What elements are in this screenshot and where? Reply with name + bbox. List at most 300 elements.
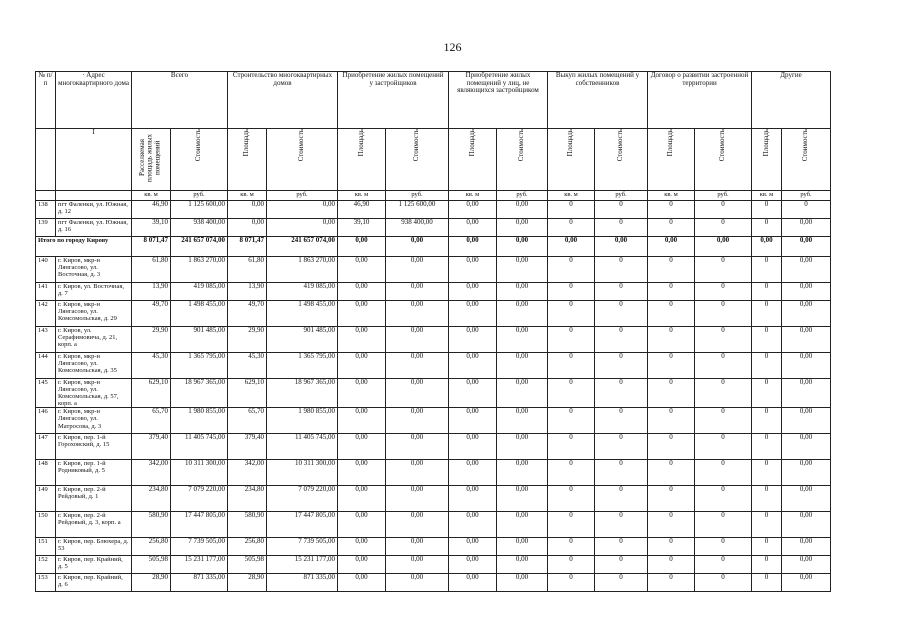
table-cell: 0 — [595, 256, 648, 282]
unit-area: кв. м — [648, 190, 695, 200]
table-cell: 0 — [752, 512, 782, 538]
table-cell: 629,10 — [228, 378, 267, 408]
table-cell: 0 — [648, 218, 695, 236]
rows-after-total — [36, 256, 831, 592]
unit-cost: руб. — [782, 190, 831, 200]
table-cell: 0 — [595, 538, 648, 556]
table-cell: 0 — [695, 408, 752, 434]
table-cell: 0,00 — [497, 512, 548, 538]
table-cell: 0,00 — [449, 408, 497, 434]
table-cell: 45,30 — [132, 352, 171, 378]
table-cell: 46,90 — [338, 200, 386, 218]
table-cell: 0 — [695, 326, 752, 352]
table-row — [36, 300, 831, 326]
row-address: г. Киров, пер. Блюхера, д. 53 — [56, 538, 132, 556]
table-row — [36, 408, 831, 434]
table-cell: 0 — [595, 574, 648, 592]
table-cell: 342,00 — [132, 460, 171, 486]
table-cell: 1 863 270,00 — [267, 256, 338, 282]
table-cell: 0,00 — [449, 282, 497, 300]
table-cell: 0 — [752, 300, 782, 326]
table-cell: 0 — [548, 408, 595, 434]
table-cell: 0,00 — [338, 486, 386, 512]
table-cell: 0 — [752, 574, 782, 592]
table-cell: 0 — [695, 434, 752, 460]
table-cell: 17 447 805,00 — [267, 512, 338, 538]
table-cell: 234,80 — [132, 486, 171, 512]
header-number: № п/п — [36, 72, 56, 129]
total-cell: 241 657 074,00 — [171, 236, 228, 256]
table-row — [36, 256, 831, 282]
table-cell: 0 — [548, 256, 595, 282]
row-address: г. Киров, ул. Серафимовича, д. 21, корп. а — [56, 326, 132, 352]
table-cell: 0 — [548, 300, 595, 326]
table-cell: 0,00 — [338, 282, 386, 300]
table-cell: 0,00 — [228, 218, 267, 236]
table-cell: 0 — [752, 460, 782, 486]
row-number: 150 — [36, 512, 56, 538]
row-number: 149 — [36, 486, 56, 512]
table-cell: 0 — [595, 460, 648, 486]
table-cell: 871 335,00 — [267, 574, 338, 592]
units-row — [36, 190, 831, 200]
table-cell: 0 — [595, 434, 648, 460]
table-cell: 0,00 — [449, 538, 497, 556]
table-cell: 0 — [648, 282, 695, 300]
table-cell: 7 079 220,00 — [171, 486, 228, 512]
total-cell: 0,00 — [497, 236, 548, 256]
table-cell: 0,00 — [782, 512, 831, 538]
table-cell: 0,00 — [497, 256, 548, 282]
table-cell: 0,00 — [497, 200, 548, 218]
table-cell: 0 — [548, 512, 595, 538]
table-cell: 0 — [548, 378, 595, 408]
table-cell: 0,00 — [386, 352, 449, 378]
table-cell: 0,00 — [338, 300, 386, 326]
table-cell: 0,00 — [497, 300, 548, 326]
table-cell: 1 365 795,00 — [267, 352, 338, 378]
subheader-empty — [36, 129, 56, 191]
table-cell: 0,00 — [386, 486, 449, 512]
total-cell: 0,00 — [338, 236, 386, 256]
row-number: 139 — [36, 218, 56, 236]
table-cell: 0 — [695, 486, 752, 512]
row-number: 151 — [36, 538, 56, 556]
table-cell: 0 — [548, 218, 595, 236]
table-cell: 0 — [648, 460, 695, 486]
unit-area: кв. м — [752, 190, 782, 200]
table-cell: 7 739 505,00 — [267, 538, 338, 556]
unit-area: кв. м — [132, 190, 171, 200]
row-address: г. Киров, пер. Крайний, д. 6 — [56, 574, 132, 592]
row-number: 142 — [36, 300, 56, 326]
table-row — [36, 326, 831, 352]
total-cell: 0,00 — [695, 236, 752, 256]
table-cell: 0 — [548, 460, 595, 486]
table-cell: 11 405 745,00 — [267, 434, 338, 460]
table-cell: 49,70 — [132, 300, 171, 326]
table-cell: 0 — [648, 300, 695, 326]
unit-cost: руб. — [267, 190, 338, 200]
table-cell: 28,90 — [228, 574, 267, 592]
unit-cost: руб. — [171, 190, 228, 200]
table-cell: 15 231 177,00 — [171, 556, 228, 574]
table-cell: 0 — [695, 218, 752, 236]
table-cell: 234,80 — [228, 486, 267, 512]
table-cell: 0 — [695, 460, 752, 486]
table-cell: 419 085,00 — [267, 282, 338, 300]
table-cell: 0,00 — [338, 538, 386, 556]
table-cell: 580,90 — [228, 512, 267, 538]
table-cell: 0,00 — [267, 200, 338, 218]
table-cell: 0,00 — [386, 434, 449, 460]
table-cell: 0,00 — [386, 326, 449, 352]
table-cell: 18 967 365,00 — [267, 378, 338, 408]
table-cell: 0,00 — [338, 408, 386, 434]
table-cell: 0 — [752, 434, 782, 460]
subheader-cost: Стоимость — [595, 129, 648, 191]
table-cell: 0,00 — [386, 378, 449, 408]
subheader-area: Площадь — [752, 129, 782, 191]
subheader-cost: Стоимость — [386, 129, 449, 191]
table-cell: 0,00 — [267, 218, 338, 236]
table-cell: 0 — [695, 352, 752, 378]
table-cell: 0 — [695, 200, 752, 218]
table-cell: 901 485,00 — [171, 326, 228, 352]
table-cell: 0,00 — [338, 574, 386, 592]
table-cell: 0,00 — [386, 408, 449, 434]
table-cell: 0 — [595, 556, 648, 574]
table-row — [36, 282, 831, 300]
table-cell: 0 — [548, 556, 595, 574]
table-cell: 0,00 — [497, 574, 548, 592]
row-number: 146 — [36, 408, 56, 434]
subheader-cost: Стоимость — [782, 129, 831, 191]
table-cell: 1 980 855,00 — [267, 408, 338, 434]
table-cell: 0,00 — [497, 408, 548, 434]
table-cell: 0 — [695, 512, 752, 538]
table-cell: 7 739 505,00 — [171, 538, 228, 556]
table-cell: 0 — [648, 574, 695, 592]
table-cell: 1 980 855,00 — [171, 408, 228, 434]
unit-area: кв. м — [228, 190, 267, 200]
table-cell: 45,30 — [228, 352, 267, 378]
row-address: пгт Фаленки, ул. Южная, д. 12 — [56, 200, 132, 218]
table-cell: 46,90 — [132, 200, 171, 218]
table-cell: 0 — [595, 408, 648, 434]
table-cell: 0,00 — [449, 378, 497, 408]
row-number: 141 — [36, 282, 56, 300]
total-cell: 0,00 — [386, 236, 449, 256]
table-row — [36, 538, 831, 556]
subheader-area: Площадь — [648, 129, 695, 191]
table-cell: 0,00 — [782, 460, 831, 486]
row-address: г. Киров, пер. 2-й Рейдовый, д. 3, корп. а — [56, 512, 132, 538]
row-address: г. Киров, пер. Крайний, д. 5 — [56, 556, 132, 574]
table-cell: 0 — [595, 378, 648, 408]
table-cell: 65,70 — [228, 408, 267, 434]
table-cell: 0 — [548, 326, 595, 352]
total-cell: 8 071,47 — [132, 236, 171, 256]
table-cell: 0 — [752, 256, 782, 282]
header-group-total: Всего — [132, 72, 228, 129]
table-cell: 15 231 177,00 — [267, 556, 338, 574]
table-cell: 0,00 — [782, 408, 831, 434]
row-number: 148 — [36, 460, 56, 486]
table-cell: 505,98 — [132, 556, 171, 574]
header-row — [36, 72, 831, 129]
table-cell: 0,00 — [782, 256, 831, 282]
table-cell: 0,00 — [386, 574, 449, 592]
table-cell: 0 — [595, 300, 648, 326]
table-cell: 0 — [648, 378, 695, 408]
table-cell: 0 — [548, 574, 595, 592]
table-cell: 0,00 — [449, 512, 497, 538]
table-cell: 0,00 — [497, 434, 548, 460]
row-address: г. Киров, пер. 1-й Родниковый, д. 5 — [56, 460, 132, 486]
table-cell: 0 — [782, 200, 831, 218]
table-cell: 0 — [752, 282, 782, 300]
table-cell: 0,00 — [386, 282, 449, 300]
subheader-row — [36, 129, 831, 191]
unit-area: кв. м — [338, 190, 386, 200]
table-cell: 0 — [548, 538, 595, 556]
table-cell: 0,00 — [782, 378, 831, 408]
table-cell: 0 — [595, 282, 648, 300]
table-cell: 0,00 — [338, 556, 386, 574]
table-cell: 0 — [752, 378, 782, 408]
table-cell: 0,00 — [449, 460, 497, 486]
table-cell: 0,00 — [228, 200, 267, 218]
row-address: г. Киров, мкр-н Лянгасово, ул. Матросова, д. 3 — [56, 408, 132, 434]
table-cell: 0,00 — [497, 352, 548, 378]
table-cell: 29,90 — [228, 326, 267, 352]
table-cell: 0,00 — [449, 486, 497, 512]
table-cell: 0,00 — [449, 434, 497, 460]
table-cell: 0,00 — [449, 574, 497, 592]
table-cell: 13,90 — [132, 282, 171, 300]
table-row — [36, 352, 831, 378]
table-cell: 0 — [648, 256, 695, 282]
table-cell: 11 405 745,00 — [171, 434, 228, 460]
table-cell: 49,70 — [228, 300, 267, 326]
table-cell: 0 — [752, 408, 782, 434]
table-cell: 0,00 — [782, 218, 831, 236]
table-cell: 0 — [695, 378, 752, 408]
table-cell: 61,80 — [228, 256, 267, 282]
table-cell: 871 335,00 — [171, 574, 228, 592]
rows-before-total — [36, 200, 831, 236]
row-address: г. Киров, мкр-н Лянгасово, ул. Комсомольская, д. 57, корп. а — [56, 378, 132, 408]
row-number: 138 — [36, 200, 56, 218]
subheader-resettled-area: Расселяемая площадь жилых помещений — [132, 129, 171, 191]
row-address: г. Киров, мкр-н Лянгасово, ул. Комсомольская, д. 35 — [56, 352, 132, 378]
table-cell: 0 — [548, 200, 595, 218]
row-address: г. Киров, пер. 2-й Рейдовый, д. 1 — [56, 486, 132, 512]
table-cell: 0,00 — [449, 300, 497, 326]
total-cell: 0,00 — [548, 236, 595, 256]
table-cell: 938 400,00 — [386, 218, 449, 236]
table-cell: 0,00 — [449, 352, 497, 378]
table-cell: 39,10 — [132, 218, 171, 236]
table-cell: 1 498 455,00 — [267, 300, 338, 326]
table-cell: 0,00 — [386, 300, 449, 326]
table-cell: 580,90 — [132, 512, 171, 538]
table-cell: 0,00 — [497, 282, 548, 300]
table-cell: 0 — [648, 408, 695, 434]
table-cell: 13,90 — [228, 282, 267, 300]
header-group-purchase-non-developers: Приобретение жилых помещений у лиц, не являющихся застройщиком — [449, 72, 548, 129]
row-number: 145 — [36, 378, 56, 408]
total-row — [36, 236, 831, 256]
table-cell: 0 — [648, 326, 695, 352]
table-cell: 0,00 — [497, 538, 548, 556]
unit-cost: руб. — [595, 190, 648, 200]
table-cell: 379,40 — [132, 434, 171, 460]
table-cell: 0,00 — [497, 326, 548, 352]
table-cell: 1 498 455,00 — [171, 300, 228, 326]
subheader-cost: Стоимость — [497, 129, 548, 191]
table-cell: 419 085,00 — [171, 282, 228, 300]
table-cell: 379,40 — [228, 434, 267, 460]
subheader-area: Площадь — [228, 129, 267, 191]
table-cell: 28,90 — [132, 574, 171, 592]
table-cell: 0 — [648, 352, 695, 378]
table-cell: 0,00 — [338, 378, 386, 408]
table-cell: 0,00 — [782, 434, 831, 460]
row-number: 153 — [36, 574, 56, 592]
table-cell: 0,00 — [338, 512, 386, 538]
table-cell: 0,00 — [782, 574, 831, 592]
table-cell: 0,00 — [782, 326, 831, 352]
table-cell: 0,00 — [782, 486, 831, 512]
row-number: 152 — [36, 556, 56, 574]
page-number: 126 — [443, 40, 462, 54]
row-address: г. Киров, пер. 1-й Гороховский, д. 15 — [56, 434, 132, 460]
table-cell: 0 — [548, 282, 595, 300]
table-cell: 0 — [695, 574, 752, 592]
row-number: 140 — [36, 256, 56, 282]
subheader-area: Площадь — [449, 129, 497, 191]
table-cell: 0 — [752, 326, 782, 352]
table-cell: 0 — [548, 352, 595, 378]
table-cell: 0,00 — [386, 556, 449, 574]
table-cell: 0,00 — [782, 556, 831, 574]
table-cell: 0 — [648, 538, 695, 556]
table-cell: 0 — [648, 556, 695, 574]
table-cell: 0 — [648, 200, 695, 218]
table-cell: 0 — [695, 538, 752, 556]
table-cell: 0,00 — [782, 300, 831, 326]
row-address: г. Киров, мкр-н Лянгасово, ул. Комсомольская, д. 29 — [56, 300, 132, 326]
table-cell: 10 311 300,00 — [267, 460, 338, 486]
table-cell: 39,10 — [338, 218, 386, 236]
total-cell: 0,00 — [752, 236, 782, 256]
unit-area: кв. м — [548, 190, 595, 200]
table-cell: 29,90 — [132, 326, 171, 352]
total-cell: 0,00 — [782, 236, 831, 256]
header-group-buyout: Выкуп жилых помещений у собственников — [548, 72, 648, 129]
table-cell: 901 485,00 — [267, 326, 338, 352]
table-cell: 0 — [648, 486, 695, 512]
row-number: 144 — [36, 352, 56, 378]
table-cell: 0,00 — [782, 352, 831, 378]
table-cell: 65,70 — [132, 408, 171, 434]
header-group-purchase-developers: Приобретение жилых помещений у застройщиков — [338, 72, 449, 129]
unit-area: кв. м — [449, 190, 497, 200]
table-cell: 1 125 600,00 — [171, 200, 228, 218]
table-cell: 0 — [648, 434, 695, 460]
row-number: 143 — [36, 326, 56, 352]
subheader-area: Площадь — [338, 129, 386, 191]
table-cell: 0 — [752, 200, 782, 218]
table-cell: 0 — [595, 352, 648, 378]
table-cell: 505,98 — [228, 556, 267, 574]
table-cell: 0 — [595, 512, 648, 538]
table-row — [36, 378, 831, 408]
table-cell: 0 — [752, 218, 782, 236]
table-cell: 938 400,00 — [171, 218, 228, 236]
table-row — [36, 512, 831, 538]
table-cell: 1 863 270,00 — [171, 256, 228, 282]
table-cell: 0,00 — [338, 460, 386, 486]
table-cell: 0,00 — [338, 352, 386, 378]
row-address: пгт Фаленки, ул. Южная, д. 16 — [56, 218, 132, 236]
subheader-area: Площадь — [548, 129, 595, 191]
unit-empty — [56, 190, 132, 200]
table-cell: 0,00 — [449, 256, 497, 282]
table-cell: 1 125 600,00 — [386, 200, 449, 218]
table-cell: 0,00 — [386, 512, 449, 538]
table-row — [36, 460, 831, 486]
resettlement-table — [35, 71, 831, 592]
unit-cost: руб. — [497, 190, 548, 200]
subheader-cost: Стоимость — [267, 129, 338, 191]
table-cell: 0,00 — [449, 326, 497, 352]
unit-cost: руб. — [695, 190, 752, 200]
table-cell: 0,00 — [782, 282, 831, 300]
subheader-address-mark: I — [56, 129, 132, 191]
table-cell: 7 079 220,00 — [267, 486, 338, 512]
total-cell: 0,00 — [648, 236, 695, 256]
total-cell: 0,00 — [449, 236, 497, 256]
table-cell: 0,00 — [386, 538, 449, 556]
table-cell: 0,00 — [449, 218, 497, 236]
table-cell: 0 — [595, 486, 648, 512]
table-cell: 0 — [548, 486, 595, 512]
table-cell: 0 — [752, 556, 782, 574]
table-cell: 0,00 — [386, 460, 449, 486]
table-cell: 0 — [648, 512, 695, 538]
table-cell: 0 — [595, 200, 648, 218]
table-cell: 17 447 805,00 — [171, 512, 228, 538]
table-cell: 0,00 — [449, 200, 497, 218]
table-cell: 0 — [752, 352, 782, 378]
header-group-other: Другие — [752, 72, 831, 129]
subheader-cost: Стоимость — [171, 129, 228, 191]
table-cell: 342,00 — [228, 460, 267, 486]
table-cell: 18 967 365,00 — [171, 378, 228, 408]
table-cell: 0,00 — [782, 538, 831, 556]
table-cell: 0,00 — [497, 556, 548, 574]
table-cell: 629,10 — [132, 378, 171, 408]
table-cell: 1 365 795,00 — [171, 352, 228, 378]
table-cell: 0 — [695, 556, 752, 574]
table-cell: 0,00 — [497, 218, 548, 236]
table-cell: 0,00 — [497, 460, 548, 486]
table-cell: 0,00 — [386, 256, 449, 282]
table-cell: 0 — [695, 256, 752, 282]
